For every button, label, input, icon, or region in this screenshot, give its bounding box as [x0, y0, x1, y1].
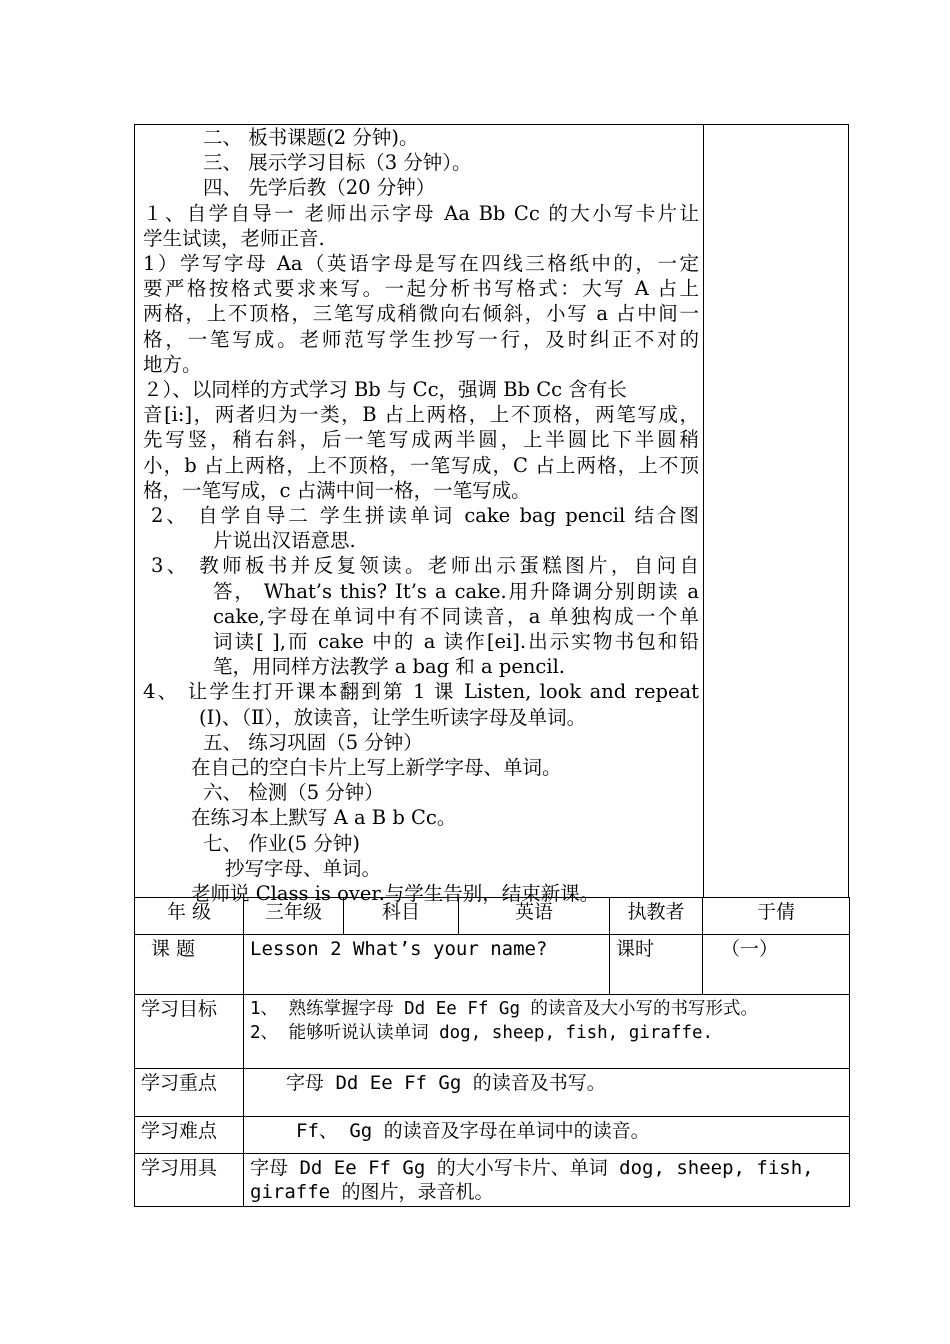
text-line: 1）学写字母 Aa（英语字母是写在四线三格纸中的，一定 [143, 252, 699, 276]
text-line: 要严格按格式要求来写。一起分析书写格式：大写 A 占上 [143, 277, 699, 301]
text-line: 两格，上不顶格，三笔写成稍微向右倾斜，小写 a 占中间一 [143, 302, 699, 326]
text-line: 老师说 Class is over.与学生告别，结束新课。 [191, 882, 600, 906]
goal-cell [244, 995, 850, 1069]
text-line: 格，一笔写成。老师范写学生抄写一行，及时纠正不对的 [143, 327, 699, 351]
table-row [135, 1117, 850, 1154]
step-4-line: 四、 先学后教（20 分钟） [203, 176, 436, 200]
key-value: 字母 Dd Ee Ff Gg 的读音及书写。 [244, 1069, 850, 1117]
text-line: 格，一笔写成，c 占满中间一格，一笔写成。 [143, 478, 531, 502]
table-row [135, 995, 850, 1069]
subject-value: 英语 [459, 898, 610, 935]
text-line: 地方。 [143, 352, 202, 376]
table-row [135, 935, 850, 995]
text-line: 笔，用同样方法教学 a bag 和 a pencil. [213, 655, 566, 679]
grade-value: 三年级 [244, 898, 344, 935]
text-line: 小，b 占上两格，上不顶格，一笔写成，C 占上两格，上不顶 [143, 453, 699, 477]
table-row [135, 1154, 850, 1207]
tools-value: 字母 Dd Ee Ff Gg 的大小写卡片、单词 dog, sheep, fish, giraffe 的图片，录音机。 [244, 1154, 850, 1207]
lesson-process-content [143, 125, 699, 906]
period-value: （一） [703, 935, 850, 995]
table-row [135, 1069, 850, 1117]
table-row [135, 898, 850, 935]
text-line: 在练习本上默写 A a B b Cc。 [191, 806, 457, 830]
teacher-value: 于倩 [703, 898, 850, 935]
text-line: 2、 自学自导二 学生拼读单词 cake bag pencil 结合图 [151, 504, 699, 528]
text-line: 答， What’s this? It’s a cake.用升降调分别朗读 a [213, 579, 699, 603]
text-line: 抄写字母、单词。 [225, 856, 382, 880]
period-label: 课时 [610, 935, 703, 995]
text-line: 先写竖，稍右斜，后一笔写成两半圆，上半圆比下半圆稍 [143, 428, 699, 452]
text-line: 词读[ ],而 cake 中的 a 读作[ei].出示实物书包和铅 [213, 630, 699, 654]
goal-item-2: 2、 能够听说认读单词 dog, sheep, fish, giraffe. [250, 1023, 714, 1043]
difficulty-label: 学习难点 [135, 1117, 244, 1154]
grade-label: 年 级 [135, 898, 244, 935]
step-3-line: 三、 展示学习目标（3 分钟）。 [203, 151, 472, 175]
text-line: 3、 教师板书并反复领读。老师出示蛋糕图片，自问自 [151, 554, 699, 578]
lesson-info-table [134, 897, 850, 1207]
text-line: 音[i:]，两者归为一类，B 占上两格，上不顶格，两笔写成， [143, 403, 699, 427]
topic-label: 课 题 [135, 935, 244, 995]
text-line: １、自学自导一 老师出示字母 Aa Bb Cc 的大小写卡片让 [143, 201, 699, 225]
step-7-line: 七、 作业(5 分钟) [203, 831, 361, 855]
text-line: 学生试读，老师正音. [143, 226, 325, 250]
text-line: 片说出汉语意思. [213, 529, 356, 553]
difficulty-value: Ff、 Gg 的读音及字母在单词中的读音。 [244, 1117, 850, 1154]
text-line: ２）、以同样的方式学习 Bb 与 Cc，强调 Bb Cc 含有长 [143, 378, 627, 402]
key-label: 学习重点 [135, 1069, 244, 1117]
text-line: (Ⅰ)、（Ⅱ），放读音，让学生听读字母及单词。 [199, 705, 587, 729]
text-line: 4、 让学生打开课本翻到第 1 课 Listen, look and repeat [143, 680, 699, 704]
text-line: 在自己的空白卡片上写上新学字母、单词。 [191, 756, 562, 780]
lesson-process-table [134, 124, 849, 906]
teacher-label: 执教者 [610, 898, 703, 935]
subject-label: 科目 [344, 898, 459, 935]
goal-label: 学习目标 [135, 995, 244, 1069]
tools-label: 学习用具 [135, 1154, 244, 1207]
step-6-line: 六、 检测（5 分钟） [203, 781, 384, 805]
step-2-line: 二、 板书课题(2 分钟)。 [203, 126, 419, 149]
column-divider [703, 125, 704, 897]
topic-value: Lesson 2 What’s your name? [244, 935, 610, 995]
step-5-line: 五、 练习巩固（5 分钟） [203, 730, 423, 754]
text-line: cake,字母在单词中有不同读音，a 单独构成一个单 [213, 604, 699, 628]
goal-item-1: 1、 熟练掌握字母 Dd Ee Ff Gg 的读音及大小写的书写形式。 [250, 999, 759, 1019]
